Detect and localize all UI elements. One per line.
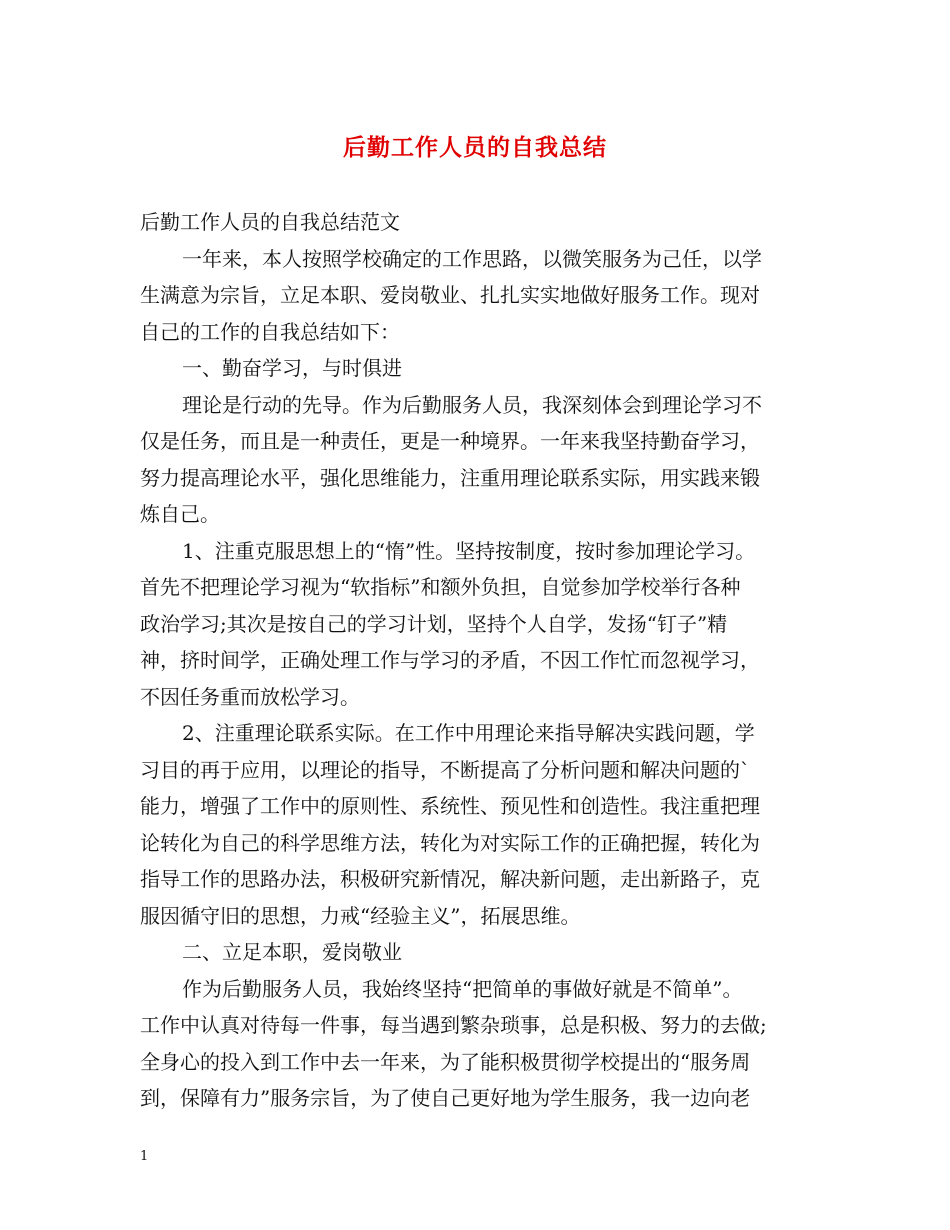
document-title: 后勤工作人员的自我总结: [343, 134, 607, 161]
body-line: 指导工作的思路办法，积极研究新情况，解决新问题，走出新路子，克: [140, 867, 760, 891]
body-line: 不因任务重而放松学习。: [140, 684, 360, 709]
body-line: 后勤工作人员的自我总结范文: [140, 210, 400, 234]
body-line: 仅是任务，而且是一种责任，更是一种境界。一年来我坚持勤奋学习，: [140, 429, 760, 453]
body-line: 工作中认真对待每一件事，每当遇到繁杂琐事，总是积极、努力的去做;: [140, 1013, 767, 1037]
page-number: 1: [140, 1149, 149, 1164]
body-line: 自己的工作的自我总结如下：: [140, 319, 400, 344]
body-line: 习目的再于应用，以理论的指导，不断提高了分析问题和解决问题的`: [140, 757, 750, 782]
body-line: 炼自己。: [140, 502, 220, 526]
document-body: [140, 204, 830, 1117]
section-heading: 二、立足本职，爱岗敬业: [182, 940, 402, 964]
body-line: 1、注重克服思想上的“惰”性。坚持按制度，按时参加理论学习。: [182, 538, 756, 563]
body-line: 能力，增强了工作中的原则性、系统性、预见性和创造性。我注重把理: [140, 794, 760, 818]
body-line: 理论是行动的先导。作为后勤服务人员，我深刻体会到理论学习不: [182, 392, 762, 417]
body-line: 作为后勤服务人员，我始终坚持“把简单的事做好就是不简单”。: [182, 976, 743, 1001]
body-line: 到，保障有力”服务宗旨，为了使自己更好地为学生服务，我一边向老: [140, 1086, 751, 1110]
body-line: 全身心的投入到工作中去一年来，为了能积极贯彻学校提出的“服务周: [140, 1049, 751, 1074]
body-line: 首先不把理论学习视为“软指标”和额外负担，自觉参加学校举行各种: [140, 575, 741, 599]
body-line: 神，挤时间学，正确处理工作与学习的矛盾，不因工作忙而忽视学习，: [140, 648, 760, 672]
body-line: 服因循守旧的思想，力戒“经验主义”，拓展思维。: [140, 903, 581, 928]
section-heading: 一、勤奋学习，与时俱进: [182, 356, 402, 380]
body-line: 论转化为自己的科学思维方法，转化为对实际工作的正确把握，转化为: [140, 830, 760, 855]
body-line: 2、注重理论联系实际。在工作中用理论来指导解决实践问题，学: [182, 721, 755, 745]
body-line: 政治学习;其次是按自己的学习计划，坚持个人自学，发扬“钉子”精: [140, 611, 728, 636]
body-line: 努力提高理论水平，强化思维能力，注重用理论联系实际，用实践来锻: [140, 465, 760, 490]
body-line: 一年来，本人按照学校确定的工作思路，以微笑服务为己任，以学: [182, 246, 762, 271]
body-line: 生满意为宗旨，立足本职、爱岗敬业、扎扎实实地做好服务工作。现对: [140, 283, 760, 307]
